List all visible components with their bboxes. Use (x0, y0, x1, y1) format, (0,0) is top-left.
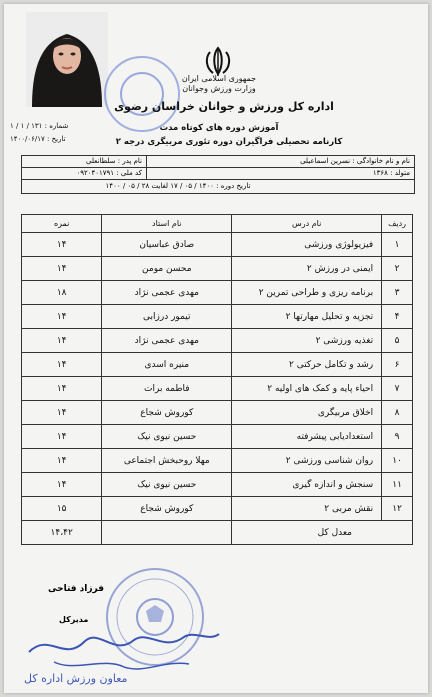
national-code: کد ملی : ۰۹۲۰۴۰۱۷۹۱ (22, 168, 147, 179)
row-number: ۸ (382, 401, 413, 425)
teacher-name: صادق عباسیان (102, 233, 232, 257)
course-name: رشد و تکامل حرکتی ۲ (232, 353, 382, 377)
document-number: شماره : ۱۳۱ / ۱ / ۱ (10, 122, 69, 130)
grade-value: ۱۴ (22, 353, 102, 377)
grade-value: ۱۴ (22, 425, 102, 449)
table-row (22, 449, 413, 473)
report-title: کارنامه تحصیلی فراگیران دوره تئوری مربیگری درجه ۲ (115, 137, 343, 147)
table-row (22, 425, 413, 449)
ministry-text: وزارت ورزش وجوانان (182, 84, 256, 93)
course-name: روان شناسی ورزشی ۲ (232, 449, 382, 473)
average-blank (102, 521, 232, 545)
average-value: ۱۴،۴۲ (22, 521, 102, 545)
teacher-name: مهدی عجمی نژاد (102, 281, 232, 305)
row-number: ۲ (382, 257, 413, 281)
course-name: نقش مربی ۲ (232, 497, 382, 521)
row-number: ۱۰ (382, 449, 413, 473)
teacher-name: تیمور درزابی (102, 305, 232, 329)
row-number: ۷ (382, 377, 413, 401)
grade-value: ۱۴ (22, 401, 102, 425)
table-row (22, 329, 413, 353)
course-name: سنجش و اندازه گیری (232, 473, 382, 497)
student-info (21, 155, 415, 194)
teacher-name: حسین نیوی نیک (102, 425, 232, 449)
grade-value: ۱۴ (22, 305, 102, 329)
course-name: ایمنی در ورزش ۲ (232, 257, 382, 281)
average-row (22, 521, 413, 545)
course-period: تاریخ دوره : ۱۴۰۰ / ۰۵ / ۱۷ لغایت ۲۸ / ۰۵ / ۱۴۰۰ (105, 182, 251, 190)
grade-value: ۱۴ (22, 257, 102, 281)
header-teacher: نام استاد (102, 215, 232, 233)
table-row (22, 305, 413, 329)
grade-value: ۱۵ (22, 497, 102, 521)
stamp-top (104, 56, 180, 132)
header-course: نام درس (232, 215, 382, 233)
row-number: ۳ (382, 281, 413, 305)
header-row-number: ردیف (382, 215, 413, 233)
student-name: نام و نام خانوادگی : نسرین اسماعیلی (300, 157, 410, 165)
table-row (22, 353, 413, 377)
teacher-name: فاطمه برات (102, 377, 232, 401)
teacher-name: محسن مومن (102, 257, 232, 281)
grade-value: ۱۴ (22, 329, 102, 353)
teacher-name: مهدی عجمی نژاد (102, 329, 232, 353)
header-grade: نمره (22, 215, 102, 233)
row-number: ۱۲ (382, 497, 413, 521)
teacher-name: منیره اسدی (102, 353, 232, 377)
course-name: برنامه ریزی و طراحی تمرین ۲ (232, 281, 382, 305)
grade-value: ۱۴ (22, 449, 102, 473)
teacher-name: مهلا روحبخش اجتماعی (102, 449, 232, 473)
table-header-row (22, 215, 413, 233)
grade-value: ۱۴ (22, 377, 102, 401)
table-row (22, 401, 413, 425)
office-title: اداره کل ورزش و جوانان خراسان رضوی (114, 100, 334, 113)
table-row (22, 473, 413, 497)
training-title: آموزش دوره های کوتاه مدت (159, 123, 279, 133)
grade-value: ۱۴ (22, 473, 102, 497)
row-number: ۴ (382, 305, 413, 329)
grades-body (22, 233, 413, 521)
document-date: تاریخ : ۱۴۰۰/۰۶/۱۷ (10, 135, 66, 143)
teacher-name: کوروش شجاع (102, 497, 232, 521)
certificate-page (4, 4, 428, 693)
average-label: معدل کل (232, 521, 413, 545)
grade-value: ۱۴ (22, 233, 102, 257)
table-row (22, 233, 413, 257)
father-name: نام پدر : سلطانعلی (22, 156, 147, 167)
teacher-name: حسین نیوی نیک (102, 473, 232, 497)
profile-photo (26, 12, 108, 107)
birth-year: متولد : ۱۳۶۸ (372, 169, 410, 177)
republic-text: جمهوری اسلامی ایران (181, 74, 257, 83)
course-name: استعدادیابی پیشرفته (232, 425, 382, 449)
course-name: احیاء پایه و کمک های اولیه ۲ (232, 377, 382, 401)
table-row (22, 257, 413, 281)
director-name: فرزاد فتاحی (48, 584, 105, 594)
grades-table (21, 214, 413, 545)
teacher-name: کوروش شجاع (102, 401, 232, 425)
row-number: ۱۱ (382, 473, 413, 497)
row-number: ۶ (382, 353, 413, 377)
row-number: ۵ (382, 329, 413, 353)
deputy-title: معاون ورزش اداره کل (24, 672, 128, 685)
course-name: تجزیه و تحلیل مهارتها ۲ (232, 305, 382, 329)
table-row (22, 497, 413, 521)
row-number: ۱ (382, 233, 413, 257)
director-title: مدیرکل (59, 615, 89, 624)
row-number: ۹ (382, 425, 413, 449)
table-row (22, 377, 413, 401)
course-name: فیزیولوژی ورزشی (232, 233, 382, 257)
course-name: تغذیه ورزشی ۲ (232, 329, 382, 353)
grade-value: ۱۸ (22, 281, 102, 305)
course-name: اخلاق مربیگری (232, 401, 382, 425)
table-row (22, 281, 413, 305)
